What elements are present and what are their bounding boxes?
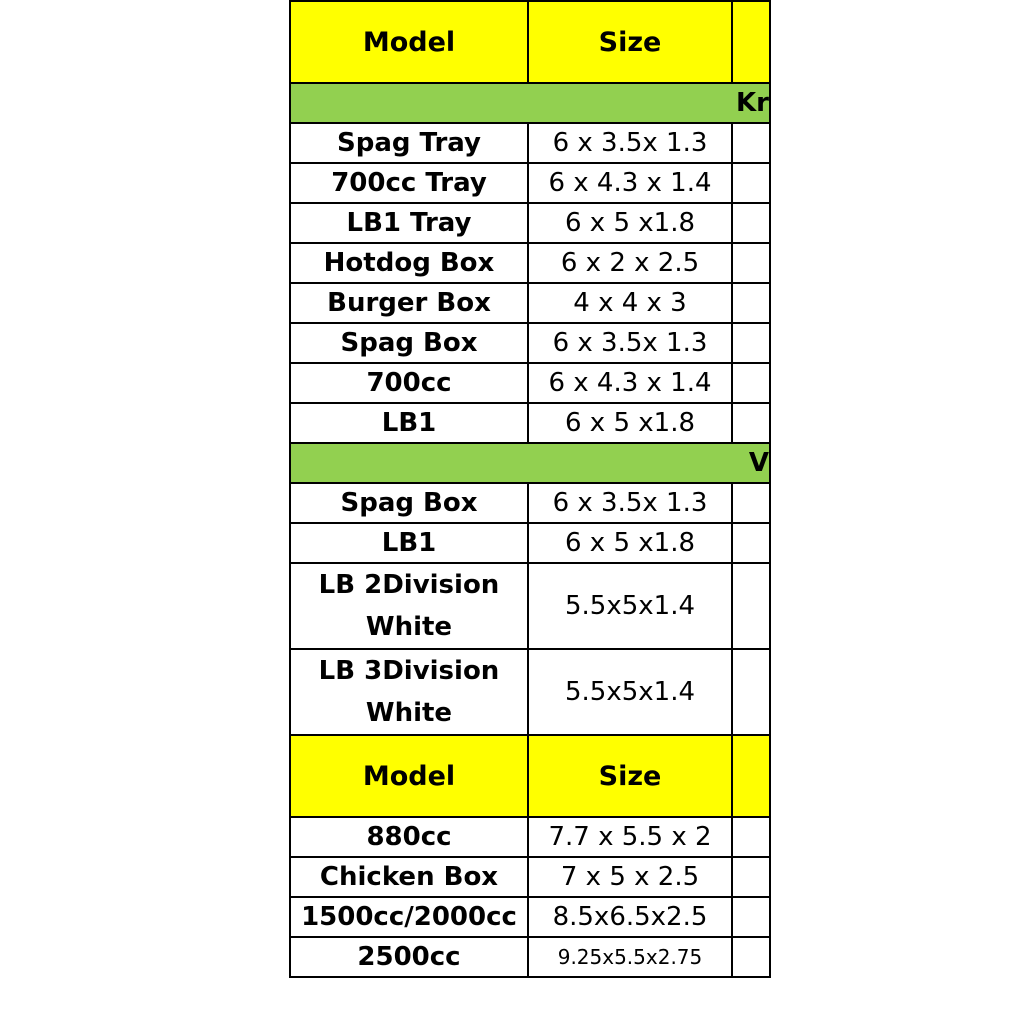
extra-cell[interactable] bbox=[732, 937, 770, 977]
header-cell-extra[interactable] bbox=[732, 1, 770, 83]
size-cell[interactable]: 6 x 4.3 x 1.4 bbox=[528, 163, 732, 203]
table-row bbox=[290, 283, 770, 323]
table-row bbox=[290, 897, 770, 937]
model-cell[interactable]: Spag Box bbox=[290, 323, 528, 363]
size-cell[interactable]: 6 x 5 x1.8 bbox=[528, 203, 732, 243]
model-cell[interactable]: Chicken Box bbox=[290, 857, 528, 897]
size-cell[interactable]: 6 x 3.5x 1.3 bbox=[528, 323, 732, 363]
extra-cell[interactable] bbox=[732, 163, 770, 203]
size-cell[interactable]: 4 x 4 x 3 bbox=[528, 283, 732, 323]
model-cell[interactable]: LB1 bbox=[290, 523, 528, 563]
table-row bbox=[290, 403, 770, 443]
table-row bbox=[290, 123, 770, 163]
model-cell[interactable]: 700cc Tray bbox=[290, 163, 528, 203]
model-column-header[interactable]: Model bbox=[290, 1, 528, 83]
extra-cell[interactable] bbox=[732, 283, 770, 323]
model-cell[interactable]: LB 3Division White bbox=[290, 649, 528, 735]
table-row bbox=[290, 857, 770, 897]
extra-cell[interactable] bbox=[732, 857, 770, 897]
extra-cell[interactable] bbox=[732, 817, 770, 857]
size-cell[interactable]: 6 x 2 x 2.5 bbox=[528, 243, 732, 283]
size-cell[interactable]: 8.5x6.5x2.5 bbox=[528, 897, 732, 937]
header-row bbox=[290, 1, 770, 83]
table-row bbox=[290, 523, 770, 563]
size-column-header[interactable]: Size bbox=[528, 1, 732, 83]
size-cell[interactable]: 6 x 5 x1.8 bbox=[528, 523, 732, 563]
size-cell[interactable]: 9.25x5.5x2.75 bbox=[528, 937, 732, 977]
extra-cell[interactable] bbox=[732, 203, 770, 243]
model-cell[interactable]: Hotdog Box bbox=[290, 243, 528, 283]
extra-cell[interactable] bbox=[732, 363, 770, 403]
header-row bbox=[290, 735, 770, 817]
size-cell[interactable]: 7 x 5 x 2.5 bbox=[528, 857, 732, 897]
model-cell[interactable]: Burger Box bbox=[290, 283, 528, 323]
size-cell[interactable]: 5.5x5x1.4 bbox=[528, 649, 732, 735]
table-row bbox=[290, 937, 770, 977]
table-row bbox=[290, 563, 770, 649]
model-cell[interactable]: LB1 bbox=[290, 403, 528, 443]
size-column-header[interactable]: Size bbox=[528, 735, 732, 817]
table-row bbox=[290, 203, 770, 243]
table-row bbox=[290, 649, 770, 735]
section-label[interactable]: V bbox=[290, 443, 770, 483]
extra-cell[interactable] bbox=[732, 403, 770, 443]
model-cell[interactable]: LB 2Division White bbox=[290, 563, 528, 649]
model-cell[interactable]: 880cc bbox=[290, 817, 528, 857]
model-column-header[interactable]: Model bbox=[290, 735, 528, 817]
header-cell-extra[interactable] bbox=[732, 735, 770, 817]
table-row bbox=[290, 323, 770, 363]
table-row bbox=[290, 363, 770, 403]
spreadsheet-view bbox=[289, 0, 769, 1024]
table-row bbox=[290, 243, 770, 283]
size-cell[interactable]: 6 x 5 x1.8 bbox=[528, 403, 732, 443]
extra-cell[interactable] bbox=[732, 323, 770, 363]
size-cell[interactable]: 6 x 3.5x 1.3 bbox=[528, 483, 732, 523]
section-label[interactable]: Kr bbox=[290, 83, 770, 123]
extra-cell[interactable] bbox=[732, 563, 770, 649]
section-row-white bbox=[290, 443, 770, 483]
model-cell[interactable]: Spag Tray bbox=[290, 123, 528, 163]
extra-cell[interactable] bbox=[732, 483, 770, 523]
model-cell[interactable]: LB1 Tray bbox=[290, 203, 528, 243]
extra-cell[interactable] bbox=[732, 243, 770, 283]
model-cell[interactable]: Spag Box bbox=[290, 483, 528, 523]
extra-cell[interactable] bbox=[732, 897, 770, 937]
size-cell[interactable]: 7.7 x 5.5 x 2 bbox=[528, 817, 732, 857]
table-row bbox=[290, 817, 770, 857]
model-cell[interactable]: 1500cc/2000cc bbox=[290, 897, 528, 937]
size-cell[interactable]: 6 x 4.3 x 1.4 bbox=[528, 363, 732, 403]
size-cell[interactable]: 6 x 3.5x 1.3 bbox=[528, 123, 732, 163]
table-row bbox=[290, 163, 770, 203]
extra-cell[interactable] bbox=[732, 123, 770, 163]
size-cell[interactable]: 5.5x5x1.4 bbox=[528, 563, 732, 649]
extra-cell[interactable] bbox=[732, 523, 770, 563]
model-cell[interactable]: 700cc bbox=[290, 363, 528, 403]
product-size-table bbox=[289, 0, 771, 978]
model-cell[interactable]: 2500cc bbox=[290, 937, 528, 977]
section-row-kraft bbox=[290, 83, 770, 123]
extra-cell[interactable] bbox=[732, 649, 770, 735]
table-row bbox=[290, 483, 770, 523]
